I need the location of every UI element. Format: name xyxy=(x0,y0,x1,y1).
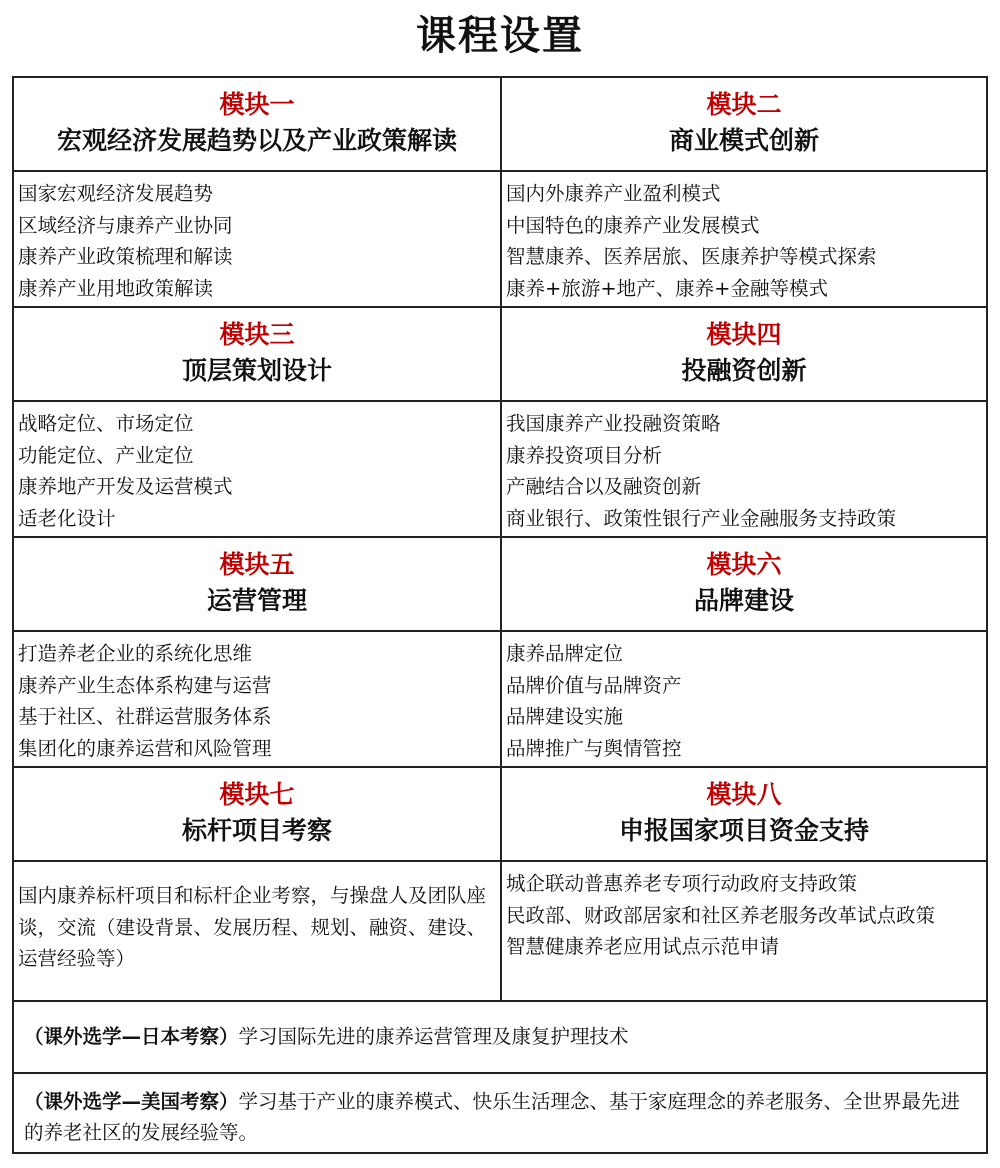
module-title: 宏观经济发展趋势以及产业政策解读 xyxy=(56,126,457,155)
module-4-items xyxy=(500,402,986,536)
module-number: 模块六 xyxy=(706,550,782,579)
module-item: 商业银行、政策性银行产业金融服务支持政策 xyxy=(506,506,897,530)
module-title: 顶层策划设计 xyxy=(181,356,332,385)
module-number: 模块一 xyxy=(219,90,295,119)
module-5-items xyxy=(14,632,500,766)
module-item: 战略定位、市场定位 xyxy=(18,412,194,435)
module-item: 中国特色的康养产业发展模式 xyxy=(506,213,760,237)
module-item: 我国康养产业投融资策略 xyxy=(506,412,721,435)
module-header-row xyxy=(14,768,986,862)
extra-text: 学习基于产业的康养模式、快乐生活理念、基于家庭理念的养老服务、全世界最先进的养老社区的发展经验等。 xyxy=(24,1090,961,1144)
module-item: 功能定位、产业定位 xyxy=(18,443,194,467)
module-item: 打造养老企业的系统化思维 xyxy=(18,642,253,665)
module-item: 区域经济与康养产业协同 xyxy=(18,213,233,237)
module-item: 康养产业政策梳理和解读 xyxy=(18,245,233,268)
module-item: 康养投资项目分析 xyxy=(506,443,663,467)
module-item: 品牌建设实施 xyxy=(506,705,624,728)
extra-text: 学习国际先进的康养运营管理及康复护理技术 xyxy=(238,1025,629,1048)
module-7-header xyxy=(14,768,500,860)
module-8-header xyxy=(500,768,986,860)
module-item: 基于社区、社群运营服务体系 xyxy=(18,705,272,728)
module-item: 城企联动普惠养老专项行动政府支持政策 xyxy=(506,872,858,895)
page-title: 课程设置 xyxy=(416,13,584,59)
module-content-row xyxy=(14,172,986,308)
module-number: 模块七 xyxy=(219,780,295,809)
module-number: 模块四 xyxy=(706,320,782,349)
module-5-header xyxy=(14,538,500,630)
module-4-header xyxy=(500,308,986,400)
extra-label: （课外选学—美国考察） xyxy=(24,1090,239,1113)
module-6-items xyxy=(500,632,986,766)
module-2-items xyxy=(500,172,986,306)
module-header-row xyxy=(14,308,986,402)
module-header-row xyxy=(14,78,986,172)
extra-label: （课外选学—日本考察） xyxy=(24,1025,239,1048)
module-1-header xyxy=(14,78,500,170)
module-number: 模块二 xyxy=(706,90,782,119)
module-item: 智慧健康养老应用试点示范申请 xyxy=(506,935,780,958)
module-content-row xyxy=(14,402,986,538)
module-item: 国内外康养产业盈利模式 xyxy=(506,182,721,205)
module-item: 康养产业用地政策解读 xyxy=(18,276,214,300)
module-item: 品牌价值与品牌资产 xyxy=(506,673,682,697)
module-item: 国内康养标杆项目和标杆企业考察，与操盘人及团队座谈，交流（建设背景、发展历程、规划、融资、建设、运营经验等） xyxy=(18,884,487,970)
module-item: 康养品牌定位 xyxy=(506,642,624,665)
module-8-items xyxy=(500,862,986,1000)
module-3-header xyxy=(14,308,500,400)
course-table xyxy=(12,76,988,1154)
module-2-header xyxy=(500,78,986,170)
module-7-items xyxy=(14,862,500,1000)
module-number: 模块五 xyxy=(219,550,295,579)
module-item: 康养+旅游+地产、康养+金融等模式 xyxy=(506,276,829,300)
extra-study-japan xyxy=(14,1002,986,1074)
module-title: 投融资创新 xyxy=(681,356,807,385)
module-title: 运营管理 xyxy=(206,586,307,615)
module-content-row xyxy=(14,632,986,768)
module-title: 品牌建设 xyxy=(693,586,794,615)
module-item: 民政部、财政部居家和社区养老服务改革试点政策 xyxy=(506,903,936,927)
module-item: 智慧康养、医养居旅、医康养护等模式探索 xyxy=(506,245,877,268)
module-title: 标杆项目考察 xyxy=(181,816,332,845)
module-number: 模块三 xyxy=(219,320,295,349)
module-item: 康养产业生态体系构建与运营 xyxy=(18,673,272,697)
module-item: 国家宏观经济发展趋势 xyxy=(18,182,214,205)
module-1-items xyxy=(14,172,500,306)
module-header-row xyxy=(14,538,986,632)
module-content-row xyxy=(14,862,986,1002)
module-item: 康养地产开发及运营模式 xyxy=(18,475,233,498)
module-item: 品牌推广与舆情管控 xyxy=(506,736,682,760)
module-item: 适老化设计 xyxy=(18,506,116,530)
module-item: 产融结合以及融资创新 xyxy=(506,475,702,498)
module-number: 模块八 xyxy=(706,780,782,809)
module-3-items xyxy=(14,402,500,536)
module-6-header xyxy=(500,538,986,630)
extra-study-usa xyxy=(14,1074,986,1152)
module-title: 商业模式创新 xyxy=(668,126,819,155)
module-item: 集团化的康养运营和风险管理 xyxy=(18,736,272,760)
module-title: 申报国家项目资金支持 xyxy=(618,816,869,845)
